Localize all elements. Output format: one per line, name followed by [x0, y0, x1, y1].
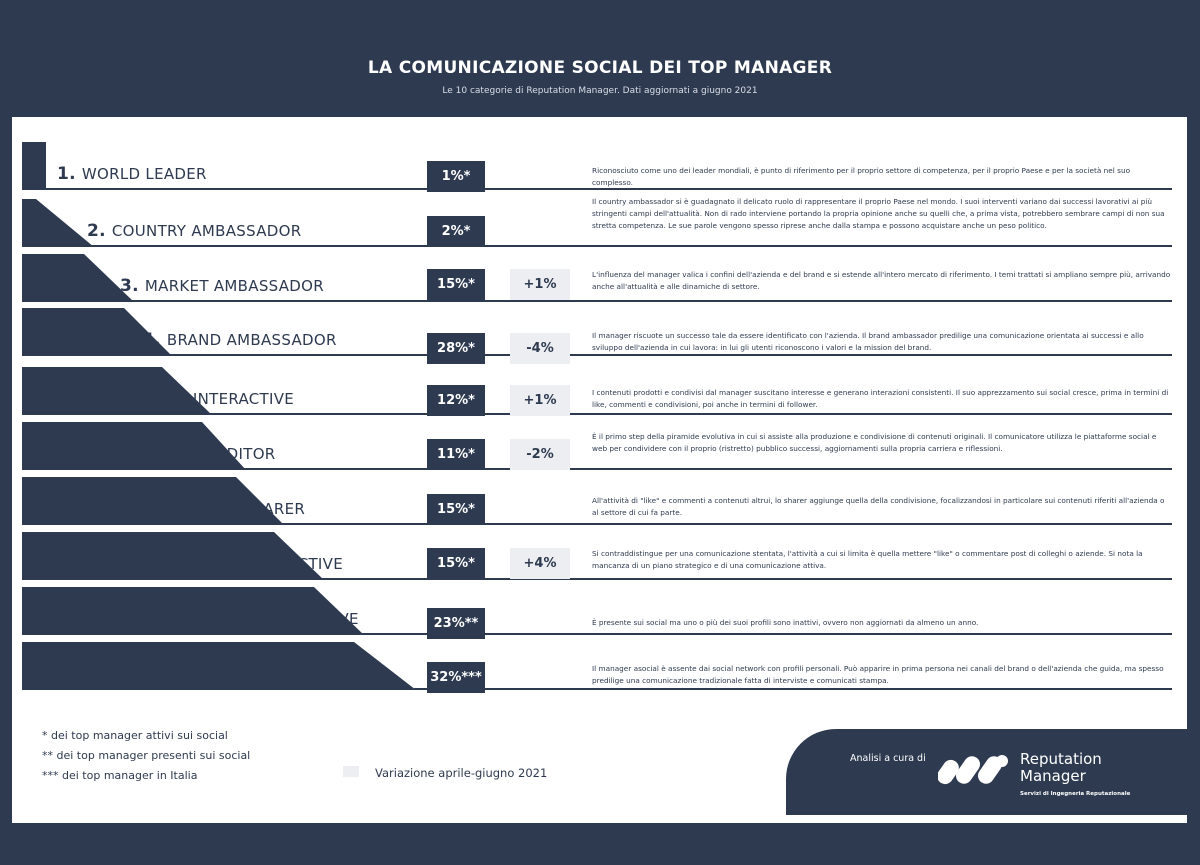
category-label	[168, 389, 294, 409]
category-number: 10.	[278, 664, 310, 684]
category-description: È il primo step della piramide evolutiva in cui si assiste alla produzione e condivisione di contenuti originali. Il comunicatore utilizza le piattaforme social e web per condividere con il proprio (ristretto) pubblico successi, aggiornamenti sulla propria carriera e riflessioni.	[592, 432, 1157, 453]
percentage-badge: 12%*	[427, 385, 485, 416]
brand-footer	[786, 729, 1200, 815]
category-label	[120, 276, 324, 296]
legend-label: Variazione aprile-giugno 2021	[375, 766, 548, 780]
category-name: INACTIVE	[286, 610, 359, 628]
category-description: Il manager riscuote un successo tale da essere identificato con l'azienda. Il brand ambassador predilige una comunicazione orientata ai successi e allo sviluppo dell'azienda in cui lavora: in lui gli utenti riconoscono i valori e la mission del brand.	[592, 331, 1144, 352]
brand-name-line2: Manager	[1020, 767, 1086, 785]
variation-badge: -4%	[510, 333, 570, 364]
category-name: MARKET AMBASSADOR	[144, 277, 324, 295]
category-number: 6.	[192, 444, 211, 464]
category-number: 8.	[242, 554, 261, 574]
percentage-badge: 2%*	[427, 216, 485, 247]
row-divider	[132, 300, 1172, 302]
category-number: 2.	[87, 221, 106, 241]
page-title: LA COMUNICAZIONE SOCIAL DEI TOP MANAGER	[367, 58, 833, 78]
percentage-badge: 11%*	[427, 439, 485, 470]
pyramid-tier-3	[22, 254, 134, 302]
category-name: WORLD LEADER	[81, 165, 207, 183]
percentage-badge: 32%***	[427, 662, 485, 693]
percentage-badge: 28%*	[427, 333, 485, 364]
category-label	[142, 330, 337, 350]
category-name: EDITOR	[216, 445, 276, 463]
footnote-2: ** dei top manager presenti sui social	[42, 749, 251, 762]
category-number: 9.	[262, 609, 281, 629]
category-name: COUNTRY AMBASSADOR	[111, 222, 302, 240]
category-label	[87, 221, 301, 241]
legend-swatch	[343, 766, 359, 777]
variation-badge: +4%	[510, 548, 570, 579]
percentage-badge: 15%*	[427, 548, 485, 579]
category-name: ASOCIAL	[315, 665, 383, 683]
category-label	[217, 499, 305, 519]
category-label	[262, 609, 359, 629]
variation-badge: +1%	[510, 269, 570, 300]
category-description: Riconosciuto come uno dei leader mondiali, è punto di riferimento per il proprio settore di competenza, per il proprio Paese e per la società nel suo complesso.	[592, 166, 1131, 187]
row-divider	[170, 354, 1172, 356]
category-label	[278, 664, 382, 684]
category-name: BRAND AMBASSADOR	[166, 331, 337, 349]
brand-name-line1: Reputation	[1020, 750, 1102, 768]
percentage-badge: 15%*	[427, 494, 485, 525]
category-label	[242, 554, 343, 574]
main-panel	[12, 117, 1187, 823]
category-name: SHARER	[241, 500, 306, 518]
category-number: 3.	[120, 276, 139, 296]
category-number: 7.	[217, 499, 236, 519]
footnote-1: * dei top manager attivi sui social	[42, 729, 228, 742]
variation-badge: +1%	[510, 385, 570, 416]
variation-badge: -2%	[510, 439, 570, 470]
reputation-manager-logo-icon	[938, 749, 1010, 789]
category-description: All'attività di "like" e commenti a contenuti altrui, lo sharer aggiunge quella della condivisione, focalizzandosi in particolare sui contenuti riferiti all'azienda o al settore di cui fa parte.	[592, 496, 1165, 517]
footnote-3: *** dei top manager in Italia	[42, 769, 198, 782]
category-number: 4.	[142, 330, 161, 350]
category-description: Si contraddistingue per una comunicazione stentata, l'attività a cui si limita è quella mettere "like" o commentare post di colleghi o aziende. Si nota la mancanza di un piano strategico e di una comunicazione attiva.	[592, 549, 1143, 570]
category-name: REACTIVE	[266, 555, 343, 573]
category-description: I contenuti prodotti e condivisi dal manager suscitano interesse e generano interazioni consistenti. Il suo apprezzamento sui social cresce, prima in termini di like, commenti e condivisioni, poi anche in termini di follower.	[592, 388, 1169, 409]
row-divider	[92, 245, 1172, 247]
brand-tagline: Servizi di Ingegneria Reputazionale	[1020, 791, 1131, 797]
credit-text: Analisi a cura di	[850, 753, 926, 764]
category-description: L'influenza del manager valica i confini dell'azienda e del brand e si estende all'intero mercato di riferimento. I temi trattati si ampliano sempre più, arrivando anche all'attualità e alle dinamiche di settore.	[592, 270, 1171, 291]
category-number: 5.	[168, 389, 187, 409]
row-divider	[244, 468, 1172, 470]
row-divider	[210, 413, 1172, 415]
percentage-badge: 23%**	[427, 608, 485, 639]
category-name: INTERACTIVE	[192, 390, 295, 408]
percentage-badge: 15%*	[427, 269, 485, 300]
category-description: È presente sui social ma uno o più dei suoi profili sono inattivi, ovvero non aggiornati da almeno un anno.	[592, 618, 979, 627]
pyramid-tier-2	[22, 199, 94, 247]
percentage-badge: 1%*	[427, 161, 485, 192]
page-subtitle: Le 10 categorie di Reputation Manager. Dati aggiornati a giugno 2021	[442, 86, 758, 96]
category-label	[192, 444, 276, 464]
category-description: Il manager asocial è assente dai social network con profili personali. Può apparire in prima persona nei canali del brand o dell'azienda che guida, ma spesso predilige una comunicazione tradizionale fatta di interviste e comunicati stampa.	[592, 664, 1164, 685]
category-label	[57, 164, 207, 184]
pyramid-tier-1	[22, 142, 46, 190]
brand-name	[1020, 751, 1102, 785]
category-number: 1.	[57, 164, 76, 184]
row-divider	[414, 688, 1172, 690]
row-divider	[282, 523, 1172, 525]
category-description: Il country ambassador si è guadagnato il delicato ruolo di rappresentare il proprio Paese nel mondo. I suoi interventi variano dai successi lavorativi ai più stringenti campi dell'attualità. Non di rado interviene portando la propria opinione anche su quelli che, a prima vista, potrebbero sembrare campi di non sua stretta competenza. Le sue parole vengono spesso riprese anche dalla stampa e possono acquistare anche un peso politico.	[592, 197, 1165, 230]
